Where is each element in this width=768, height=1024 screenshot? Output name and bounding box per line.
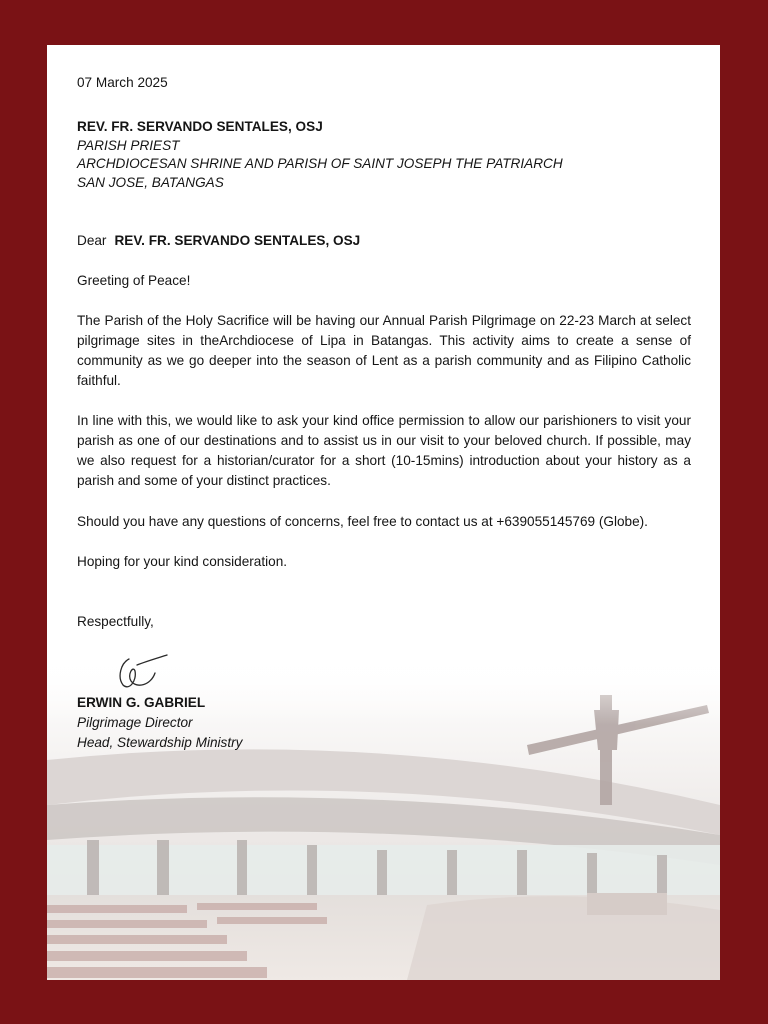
recipient-organization: ARCHDIOCESAN SHRINE AND PARISH OF SAINT JOSEPH THE PATRIARCH: [77, 156, 563, 171]
letter-page: [47, 45, 720, 980]
recipient-name: REV. FR. SERVANDO SENTALES, OSJ: [77, 119, 323, 134]
body-paragraph: In line with this, we would like to ask your kind office permission to allow our parishioners to visit your parish as one of our destinations and to assist us in our visit to your beloved church. If possible, may we also request for a historian/curator for a short (10-15mins) introduction about your history as a parish and some of your distinct practices.: [77, 413, 691, 488]
recipient-title: PARISH PRIEST: [77, 137, 180, 153]
salutation-word: Dear: [77, 233, 107, 248]
signatory-name: ERWIN G. GABRIEL: [77, 695, 206, 710]
greeting: Greeting of Peace!: [77, 273, 191, 288]
salutation-name: REV. FR. SERVANDO SENTALES, OSJ: [114, 233, 361, 248]
signatory-title: Pilgrimage Director: [77, 715, 193, 730]
signatory-title-secondary: Head, Stewardship Ministry: [77, 735, 243, 750]
salutation: [77, 231, 360, 251]
body-paragraph: The Parish of the Holy Sacrifice will be having our Annual Parish Pilgrimage on 22-23 March at select pilgrimage sites in theArchdiocese of Lipa in Batangas. This activity aims to create a sense of community as we go deeper into the season of Lent as a parish community and as Filipino Catholic faithful.: [77, 313, 691, 388]
signature-block: [77, 693, 242, 753]
closing-paragraph: Hoping for your kind consideration.: [77, 554, 288, 569]
contact-paragraph: Should you have any questions of concerns, feel free to contact us at +639055145769 (Globe).: [77, 514, 648, 529]
recipient-location: SAN JOSE, BATANGAS: [77, 174, 224, 190]
closing: Respectfully,: [77, 614, 154, 629]
letter-date: 07 March 2025: [77, 75, 168, 90]
recipient-block: [77, 118, 563, 192]
